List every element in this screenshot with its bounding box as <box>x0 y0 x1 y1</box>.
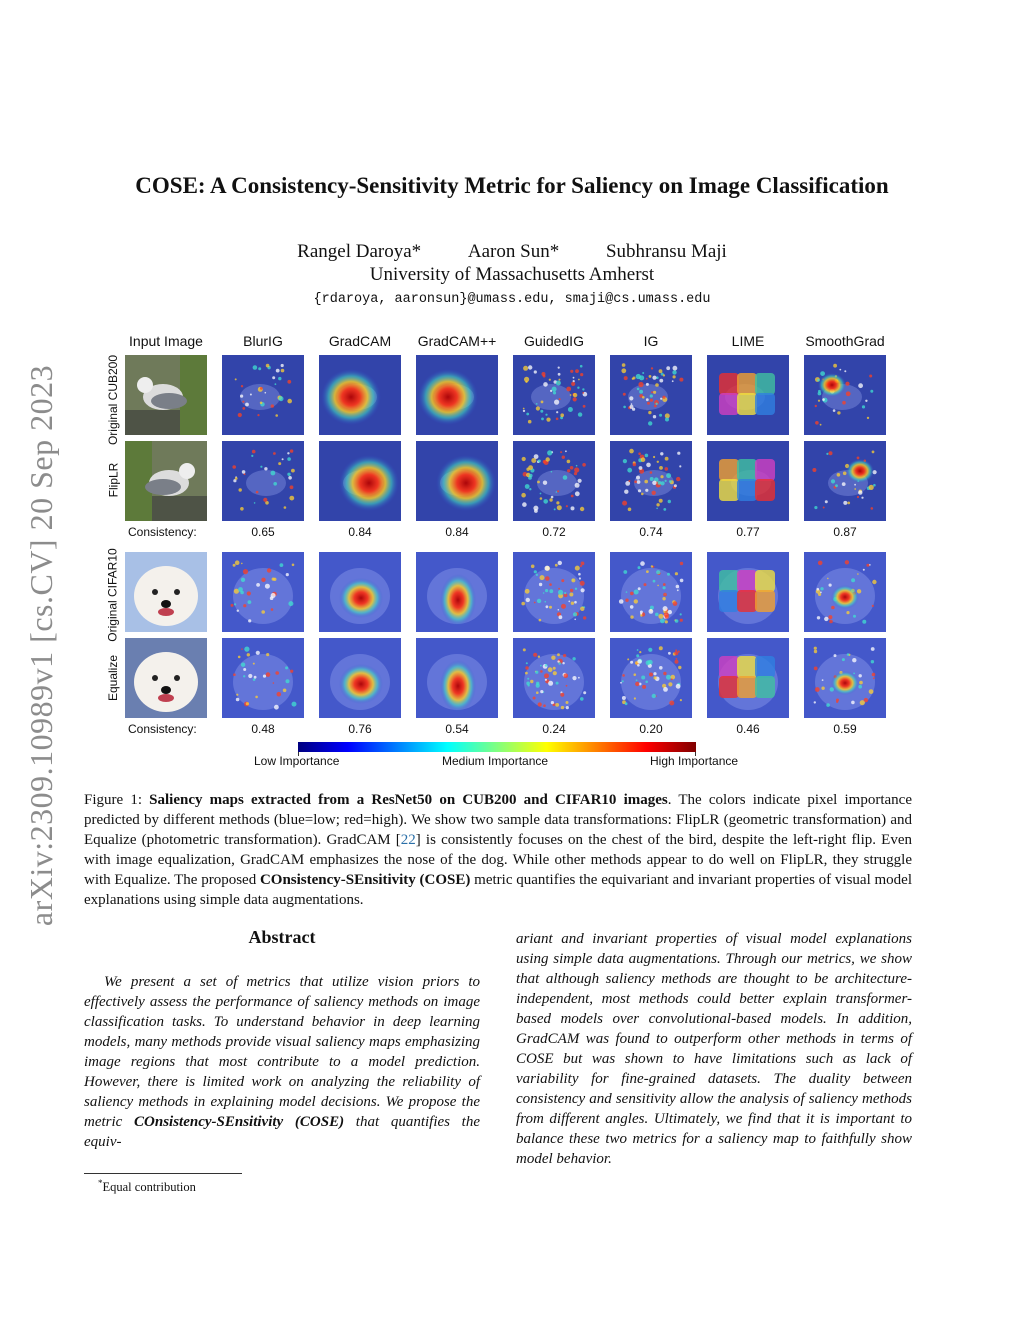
saliency-map <box>319 441 401 521</box>
saliency-map-thumbnail <box>610 441 692 521</box>
saliency-map-thumbnail <box>804 355 886 435</box>
saliency-map-thumbnail <box>222 638 304 718</box>
saliency-map <box>804 552 886 632</box>
author-list <box>80 241 944 263</box>
saliency-map-thumbnail <box>416 441 498 521</box>
saliency-map-thumbnail <box>222 552 304 632</box>
footnote: *Equal contribution <box>98 1178 196 1195</box>
saliency-map-thumbnail <box>610 638 692 718</box>
saliency-map <box>416 552 498 632</box>
saliency-map-thumbnail <box>804 552 886 632</box>
abstract-right-column: ariant and invariant properties of visual model explanations using simple data augmentations. Through our metrics, we show that although saliency methods are thought to be architecture-independent, most methods could better explain transformer-based models over convolutional-based models. In addition, GradCAM was found to outperform other methods in terms of COSE but was shown to have limitations such as lack of variability for fine-grained datasets. The duality between consistency and sensitivity allow the analysis of saliency methods from different angles. Ultimately, we find that it is important to balance these two metrics for a saliency map to faithfully show model behavior. <box>516 931 912 1167</box>
row-label: FlipLR <box>106 462 120 498</box>
column-header: GradCAM <box>328 333 392 349</box>
saliency-map-thumbnail <box>319 638 401 718</box>
saliency-map-thumbnail <box>610 552 692 632</box>
input-image-thumbnail <box>125 355 207 435</box>
consistency-value: 0.84 <box>445 525 469 539</box>
row-label: Original CIFAR10 <box>106 548 120 642</box>
saliency-map <box>222 441 304 521</box>
arxiv-identifier: arXiv:2309.10989v1 [cs.CV] 20 Sep 2023 <box>23 364 60 926</box>
consistency-value: 0.20 <box>639 722 663 736</box>
saliency-map-thumbnail <box>513 638 595 718</box>
column-header: Input Image <box>129 333 203 349</box>
saliency-map <box>707 355 789 435</box>
saliency-map <box>222 552 304 632</box>
input-image <box>125 552 207 632</box>
consistency-value: 0.65 <box>251 525 275 539</box>
saliency-map <box>610 441 692 521</box>
author-name: Rangel Daroya* <box>297 241 422 262</box>
consistency-value: 0.76 <box>348 722 372 736</box>
saliency-map <box>416 441 498 521</box>
saliency-map <box>513 441 595 521</box>
consistency-value: 0.74 <box>639 525 663 539</box>
column-header: GradCAM++ <box>417 333 497 349</box>
colorbar-low-label: Low Importance <box>254 754 340 768</box>
saliency-map <box>610 355 692 435</box>
abstract-left-column: We present a set of metrics that utilize vision priors to effectively assess the performance of saliency methods on image classification tasks. To understand behavior in deep learning models, many methods provide visual saliency maps emphasizing image regions that most contribute to a model prediction. However, there is limited work on analyzing the reliability of saliency methods in explaining model decisions. We propose the metric COnsistency-SEnsitivity (COSE) that quantifies the equiv- <box>84 974 481 1150</box>
saliency-map-thumbnail <box>804 638 886 718</box>
consistency-value: 0.87 <box>833 525 857 539</box>
saliency-map-thumbnail <box>707 441 789 521</box>
paper-title: COSE: A Consistency-Sensitivity Metric for Saliency on Image Classification <box>135 173 889 198</box>
citation-link[interactable]: 22 <box>400 832 416 848</box>
consistency-value: 0.77 <box>736 525 760 539</box>
saliency-map-thumbnail <box>804 441 886 521</box>
column-header: LIME <box>731 333 765 349</box>
input-image-thumbnail <box>125 638 207 718</box>
figure-caption: Figure 1: Saliency maps extracted from a ResNet50 on CUB200 and CIFAR10 images. The colors indicate pixel importance predicted by different methods (blue=low; red=high). We show two sample data transformations: FlipLR (geometric transformation) and Equalize (photometric transformation). GradCAM [22] is consistently focuses on the chest of the bird, despite the left-right flip. Even with image equalization, GradCAM emphasizes the nose of the dog. While other methods appear to do well on FlipLR, they struggle with Equalize. The proposed COnsistency-SEnsitivity (COSE) metric quantifies the equivariant and invariant properties of visual model explanations using simple data augmentations. <box>84 792 912 908</box>
saliency-map-thumbnail <box>319 441 401 521</box>
saliency-map-thumbnail <box>707 638 789 718</box>
consistency-label: Consistency: <box>128 722 197 736</box>
input-image-thumbnail <box>125 552 207 632</box>
saliency-map-thumbnail <box>707 355 789 435</box>
saliency-map <box>513 552 595 632</box>
colorbar-high-label: High Importance <box>650 754 739 768</box>
saliency-map <box>416 638 498 718</box>
row-label: Equalize <box>106 654 120 702</box>
arxiv-side-stamp <box>20 350 64 940</box>
footnote-rule <box>84 1173 242 1174</box>
colorbar-medium-label: Medium Importance <box>442 754 549 768</box>
saliency-map <box>804 441 886 521</box>
author-name: Subhransu Maji <box>605 241 727 262</box>
importance-colorbar <box>298 742 696 752</box>
column-header: IG <box>643 333 659 349</box>
consistency-label: Consistency: <box>128 525 197 539</box>
consistency-value: 0.59 <box>833 722 857 736</box>
saliency-map-thumbnail <box>513 355 595 435</box>
consistency-value: 0.46 <box>736 722 760 736</box>
saliency-map <box>416 355 498 435</box>
consistency-value: 0.48 <box>251 722 275 736</box>
saliency-map <box>610 638 692 718</box>
saliency-map-thumbnail <box>707 552 789 632</box>
saliency-map <box>319 552 401 632</box>
saliency-map <box>222 355 304 435</box>
saliency-map <box>707 441 789 521</box>
author-emails: {rdaroya, aaronsun}@umass.edu, smaji@cs.umass.edu <box>313 292 711 307</box>
saliency-map <box>707 552 789 632</box>
saliency-map <box>513 355 595 435</box>
author-name: Aaron Sun* <box>467 241 560 262</box>
consistency-value: 0.84 <box>348 525 372 539</box>
input-image <box>125 355 207 435</box>
saliency-map <box>319 355 401 435</box>
saliency-map-thumbnail <box>222 441 304 521</box>
consistency-value: 0.54 <box>445 722 469 736</box>
saliency-map <box>804 638 886 718</box>
input-image <box>125 441 207 521</box>
saliency-map-thumbnail <box>319 355 401 435</box>
saliency-map-thumbnail <box>610 355 692 435</box>
saliency-map-thumbnail <box>513 441 595 521</box>
saliency-map <box>707 638 789 718</box>
column-header: BlurIG <box>243 333 283 349</box>
consistency-value: 0.24 <box>542 722 566 736</box>
consistency-value: 0.72 <box>542 525 566 539</box>
row-label: Original CUB200 <box>106 354 121 446</box>
saliency-map-thumbnail <box>416 355 498 435</box>
saliency-map <box>319 638 401 718</box>
saliency-map-thumbnail <box>416 552 498 632</box>
saliency-map-thumbnail <box>222 355 304 435</box>
saliency-map <box>610 552 692 632</box>
saliency-map-thumbnail <box>513 552 595 632</box>
saliency-map <box>513 638 595 718</box>
column-header: GuidedIG <box>524 333 584 349</box>
abstract-heading: Abstract <box>248 927 316 947</box>
saliency-map-thumbnail <box>319 552 401 632</box>
input-image <box>125 638 207 718</box>
saliency-map <box>804 355 886 435</box>
column-header: SmoothGrad <box>805 333 885 349</box>
input-image-thumbnail <box>125 441 207 521</box>
saliency-map <box>222 638 304 718</box>
saliency-map-thumbnail <box>416 638 498 718</box>
affiliation: University of Massachusetts Amherst <box>369 264 655 285</box>
